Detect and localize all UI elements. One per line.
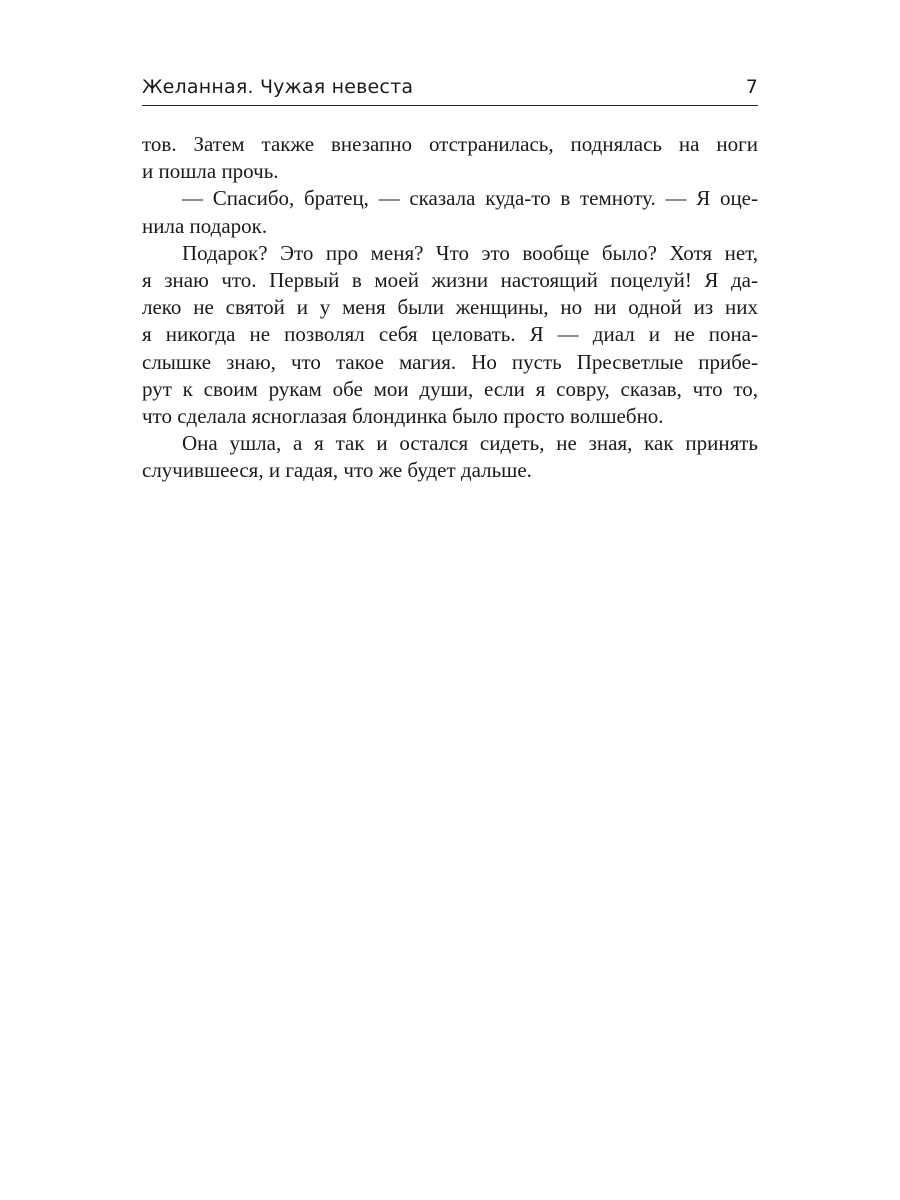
text-line: я никогда не позволял себя целовать. Я — диал и не пона- (142, 322, 758, 347)
body-text (142, 131, 758, 484)
text-line: нила подарок. (142, 213, 268, 238)
text-line: тов. Затем также внезапно отстранилась, поднялась на ноги (142, 132, 758, 156)
page-number: 7 (745, 76, 758, 98)
text-line: случившееся, и гадая, что же будет дальше. (142, 458, 532, 483)
text-line: я знаю что. Первый в моей жизни настоящий поцелуй! Я да- (142, 267, 758, 292)
text-line: слышке знаю, что такое магия. Но пусть Пресветлые прибе- (142, 349, 758, 374)
text-line: что сделала ясноглазая блондинка было просто волшебно. (142, 403, 664, 428)
text-line: и пошла прочь. (142, 159, 279, 184)
book-title: Желанная. Чужая невеста (142, 76, 414, 98)
text-line: — Спасибо, братец, — сказала куда-то в темноту. — Я оце- (182, 186, 758, 211)
text-line: леко не святой и у меня были женщины, но ни одной из них (142, 295, 758, 320)
running-header (142, 76, 758, 104)
text-line: рут к своим рукам обе мои души, если я совру, сказав, что то, (142, 376, 758, 401)
text-line: Подарок? Это про меня? Что это вообще было? Хотя нет, (182, 240, 758, 265)
header-rule (142, 105, 758, 106)
text-line: Она ушла, а я так и остался сидеть, не зная, как принять (182, 431, 758, 456)
